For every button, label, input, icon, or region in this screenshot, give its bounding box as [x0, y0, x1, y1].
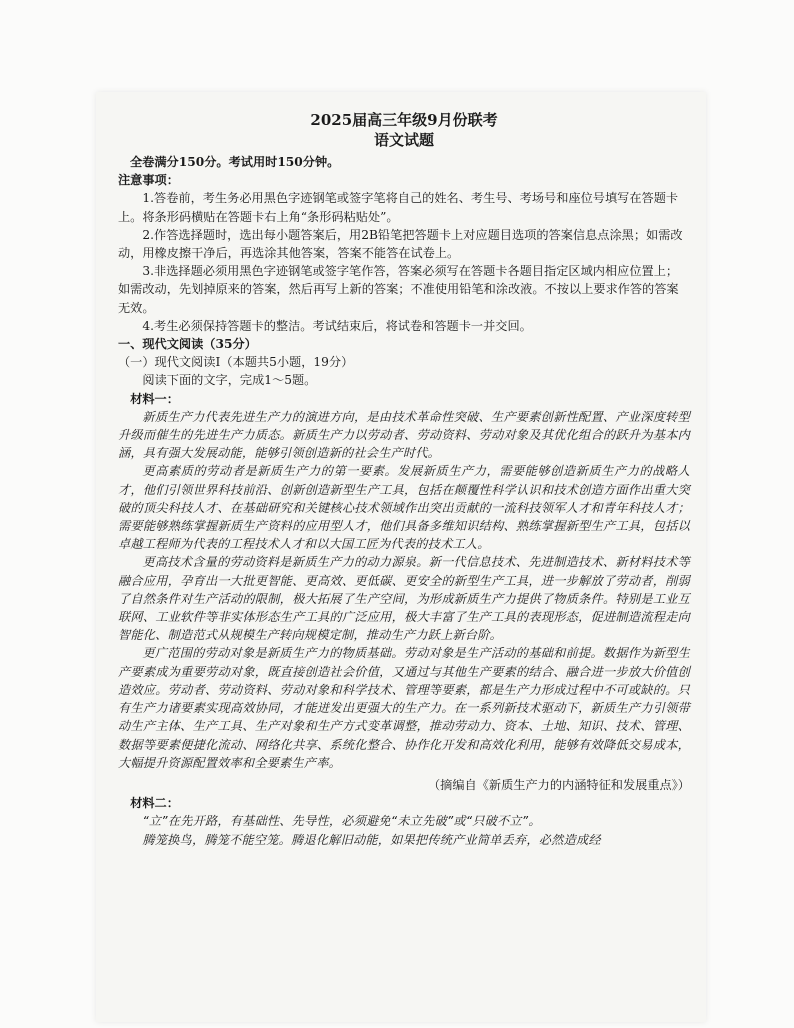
notice-item: 2.作答选择题时，选出每小题答案后，用2B铅笔把答题卡上对应题目选项的答案信息点涂黑；如需改动，用橡皮擦干净后，再选涂其他答案，答案不能答在试卷上。 [118, 227, 683, 261]
material-two-paragraph: “立”在先开路，有基础性、先导性，必须避免“未立先破”或“只破不立”。 [142, 814, 541, 829]
section-heading: 一、现代文阅读（35分） [118, 337, 257, 352]
notice-item: 3.非选择题必须用黑色字迹钢笔或签字笔作答，答案必须写在答题卡各题目指定区域内相应位置上；如需改动，先划掉原来的答案，然后再写上新的答案；不准使用铅笔和涂改液。不按以上要求作答的答案无效。 [118, 264, 679, 315]
material-one-source: （摘编自《新质生产力的内涵特征和发展重点》） [427, 777, 690, 792]
material-one-paragraph: 更高技术含量的劳动资料是新质生产力的动力源泉。新一代信息技术、先进制造技术、新材料技术等融合应用，孕育出一大批更智能、更高效、更低碳、更安全的新型生产工具，进一步解放了劳动者，削弱了自然条件对生产活动的限制，极大拓展了生产空间，为形成新质生产力提供了物质条件。特别是工业互联网、工业软件等非实体形态生产工具的广泛应用，极大丰富了生产工具的表现形态，促进制造流程走向智能化、制造范式从规模生产转向规模定制，推动生产力跃上新台阶。 [118, 555, 690, 643]
material-one-heading: 材料一： [130, 391, 179, 406]
material-one-paragraph: 新质生产力代表先进生产力的演进方向，是由技术革命性突破、生产要素创新性配置、产业深度转型升级而催生的先进生产力质态。新质生产力以劳动者、劳动资料、劳动对象及其优化组合的跃升为基本内涵，具有强大发展动能，能够引领创造新的社会生产时代。 [118, 409, 690, 461]
reading-instruction: 阅读下面的文字，完成1～5题。 [142, 373, 317, 388]
exam-subject: 语文试题 [373, 131, 434, 149]
exam-content [118, 110, 690, 849]
material-one-paragraph: 更广范围的劳动对象是新质生产力的物质基础。劳动对象是生产活动的基础和前提。数据作为新型生产要素成为重要劳动对象，既直接创造社会价值，又通过与其他生产要素的结合、融合进一步放大价值创造效应。劳动者、劳动资料、劳动对象和科学技术、管理等要素，都是生产力形成过程中不可或缺的。只有生产力诸要素实现高效协同，才能迸发出更强大的生产力。在一系列新技术驱动下，新质生产力引领带动生产主体、生产工具、生产对象和生产方式变革调整，推动劳动力、资本、土地、知识、技术、管理、数据等要素便捷化流动、网络化共享、系统化整合、协作化开发和高效化利用，能够有效降低交易成本，大幅提升资源配置效率和全要素生产率。 [118, 646, 690, 770]
subsection-heading: （一）现代文阅读Ⅰ（本题共5小题，19分） [118, 355, 354, 370]
notice-item: 1.答卷前，考生务必用黑色字迹钢笔或签字笔将自己的姓名、考生号、考场号和座位号填写在答题卡上。将条形码横贴在答题卡右上角“条形码粘贴处”。 [118, 191, 679, 224]
material-one-paragraph: 更高素质的劳动者是新质生产力的第一要素。发展新质生产力，需要能够创造新质生产力的战略人才，他们引领世界科技前沿、创新创造新型生产工具，包括在颠覆性科学认识和技术创造方面作出重大突破的顶尖科技人才、在基础研究和关键核心技术领域作出突出贡献的一流科技领军人才和青年科技人才；需要能够熟练掌握新质生产资料的应用型人才，他们具备多维知识结构、熟练掌握新型生产工具，包括以卓越工程师为代表的工程技术人才和以大国工匠为代表的技术工人。 [118, 464, 690, 552]
material-two-heading: 材料二： [130, 796, 179, 811]
score-time-line: 全卷满分150分。考试用时150分钟。 [130, 155, 340, 169]
material-two-paragraph: 腾笼换鸟，腾笼不能空笼。腾退化解旧动能，如果把传统产业简单丢弃，必然造成经 [142, 832, 601, 847]
notice-heading: 注意事项： [118, 173, 179, 188]
notice-item: 4.考生必须保持答题卡的整洁。考试结束后，将试卷和答题卡一并交回。 [142, 318, 532, 333]
exam-title: 2025届高三年级9月份联考 [310, 111, 498, 129]
